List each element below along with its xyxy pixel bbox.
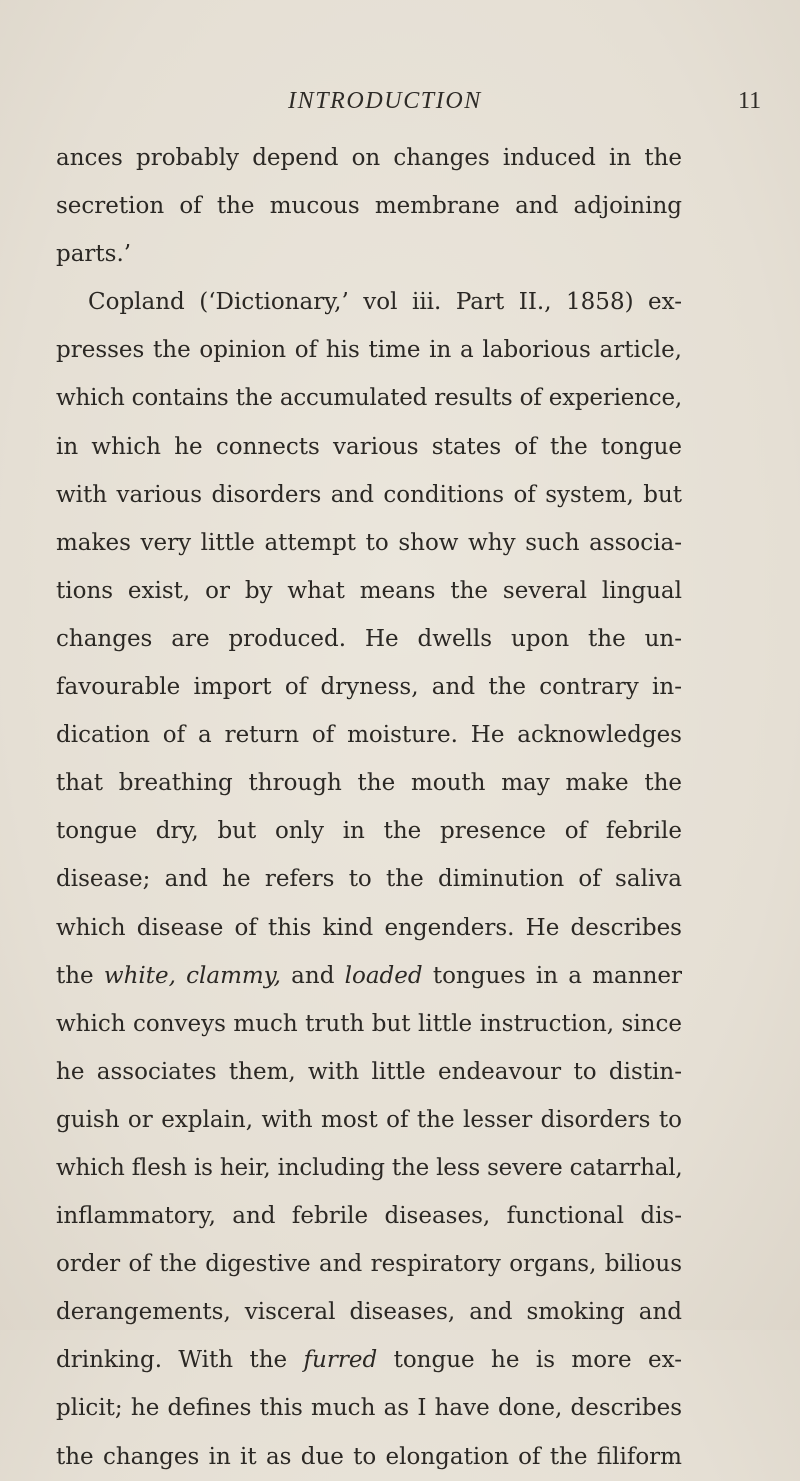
text-segment: makes very little attempt to show why such associa-: [56, 529, 682, 556]
text-segment: which disease of this kind engenders. He describes: [56, 914, 682, 941]
italic-text: furred: [303, 1347, 378, 1374]
text-line: [56, 1096, 682, 1144]
text-line: [56, 326, 682, 374]
text-segment: plicit; he defines this much as I have done, describes: [56, 1395, 682, 1422]
text-line: [56, 1192, 682, 1240]
text-line: [56, 1144, 682, 1192]
text-segment: which flesh is heir, including the less severe catarrhal,: [56, 1154, 683, 1181]
italic-text: loaded: [344, 962, 423, 989]
text-segment: the changes in it as due to elongation of the filiform: [56, 1443, 682, 1470]
text-line: [56, 807, 682, 855]
text-segment: with various disorders and conditions of system, but: [56, 481, 682, 508]
text-line: [56, 615, 682, 663]
text-segment: the: [56, 962, 104, 989]
running-head: [0, 88, 800, 124]
text-segment: which conveys much truth but little instruction, since: [56, 1010, 682, 1037]
text-line: [56, 1433, 682, 1481]
text-segment: drinking. With the: [56, 1347, 304, 1374]
text-segment: favourable import of dryness, and the contrary in-: [56, 674, 682, 701]
text-line: [56, 904, 682, 952]
text-segment: disease; and he refers to the diminution of saliva: [56, 866, 682, 893]
text-line: [56, 663, 682, 711]
page-number: 11: [738, 88, 762, 114]
text-line: [56, 567, 682, 615]
text-segment: changes are produced. He dwells upon the un-: [56, 625, 682, 652]
text-line: [56, 1336, 682, 1384]
text-segment: derangements, visceral diseases, and smoking and: [56, 1299, 682, 1326]
body-text: [56, 134, 682, 1481]
text-line: [56, 952, 682, 1000]
text-segment: guish or explain, with most of the lesser disorders to: [56, 1106, 682, 1133]
text-line: [56, 182, 682, 230]
text-segment: ances probably depend on changes induced in the: [56, 145, 682, 171]
text-segment: Copland (‘Dictionary,’ vol iii. Part II., 1858) ex-: [88, 289, 682, 316]
text-line: [56, 374, 682, 422]
text-segment: secretion of the mucous membrane and adjoining: [56, 193, 682, 220]
text-segment: he associates them, with little endeavour to distin-: [56, 1058, 682, 1085]
text-line: [56, 278, 682, 326]
text-segment: tions exist, or by what means the several lingual: [56, 577, 682, 604]
text-line: [56, 855, 682, 903]
text-line: [56, 1384, 682, 1432]
text-segment: dication of a return of moisture. He acknowledges: [56, 722, 682, 749]
text-line: [56, 711, 682, 759]
text-segment: inflammatory, and febrile diseases, functional dis-: [56, 1203, 682, 1230]
text-segment: tongues in a manner: [422, 962, 682, 989]
running-title: INTRODUCTION: [288, 88, 482, 114]
italic-text: white, clammy,: [103, 962, 281, 989]
text-segment: tongue he is more ex-: [377, 1347, 682, 1374]
text-line: [56, 134, 682, 182]
text-segment: parts.’: [56, 241, 132, 268]
text-segment: in which he connects various states of the tongue: [56, 433, 682, 460]
text-line: [56, 423, 682, 471]
text-segment: that breathing through the mouth may make the: [56, 770, 682, 797]
text-line: [56, 519, 682, 567]
text-line: [56, 1048, 682, 1096]
text-segment: which contains the accumulated results of experience,: [56, 385, 682, 412]
text-line: [56, 230, 682, 278]
text-segment: tongue dry, but only in the presence of febrile: [56, 818, 682, 845]
text-line: [56, 1000, 682, 1048]
text-line: [56, 1240, 682, 1288]
text-segment: presses the opinion of his time in a laborious article,: [56, 337, 682, 364]
text-segment: and: [280, 962, 345, 989]
text-segment: order of the digestive and respiratory organs, bilious: [56, 1251, 682, 1278]
text-line: [56, 471, 682, 519]
text-line: [56, 1288, 682, 1336]
text-line: [56, 759, 682, 807]
